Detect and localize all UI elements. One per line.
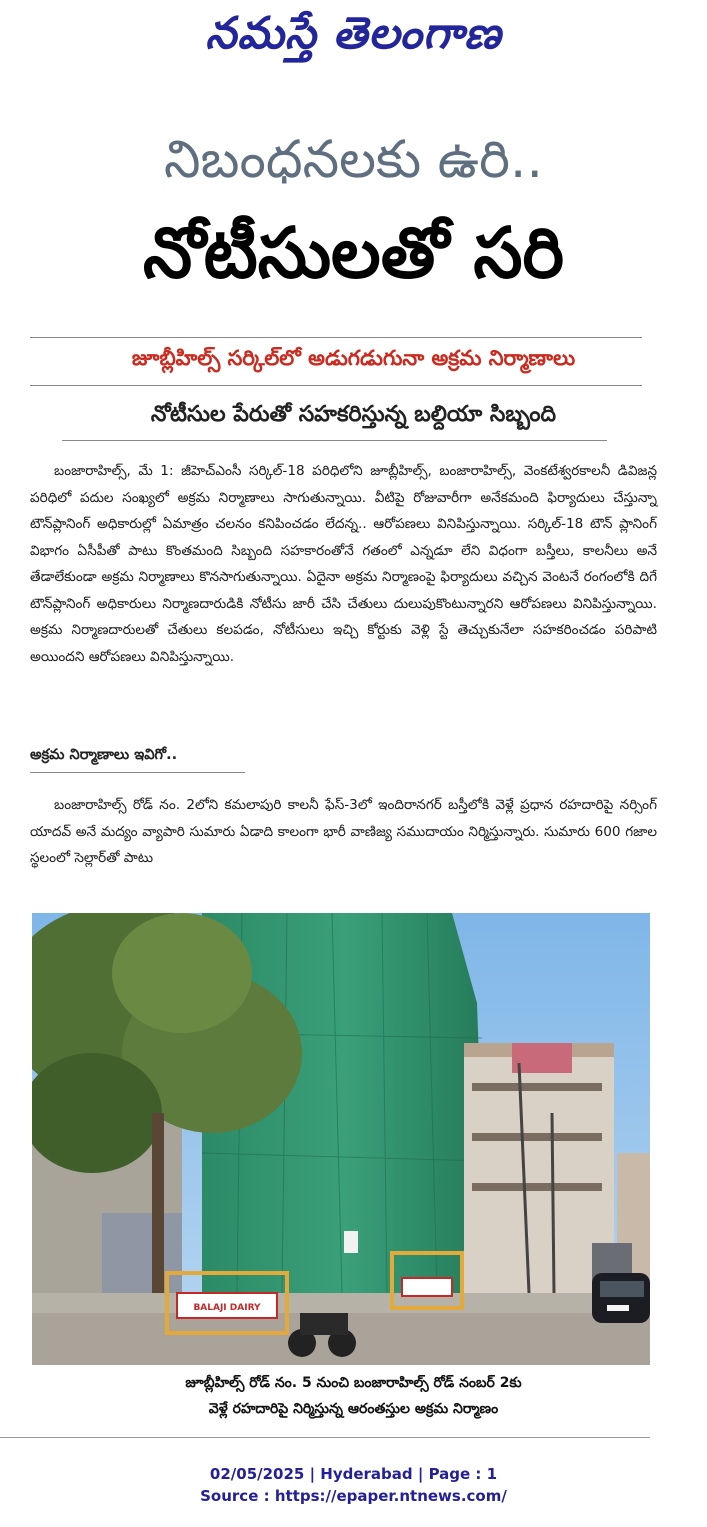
parked-car: [592, 1273, 650, 1323]
building-photo-illustration: [32, 913, 650, 1365]
photo-caption-line-1: జూబ్లీహిల్స్ రోడ్ నం. 5 నుంచి బంజారాహిల్స్ రోడ్ నంబర్ 2కు: [185, 1375, 522, 1391]
masthead-logo: నమస్తే తెలంగాణ: [205, 8, 502, 59]
subhead-top-rule: [30, 337, 642, 338]
footer-source-link[interactable]: Source : https://epaper.ntnews.com/: [200, 1487, 507, 1505]
subsection-title: అక్రమ నిర్మాణాలు ఇవిగో..: [30, 747, 178, 763]
paragraph-text: బంజారాహిల్స్ రోడ్ నం. 2లోని కమలాపురి కాలనీ ఫేస్-3లో ఇందిరానగర్ బస్తీలోకి వెళ్లే ప్రధాన రహదారిపై నర్సింగ్ యాదవ్ అనే మద్యం వ్యాపారి సుమారు ఏడాది కాలంగా భారీ వాణిజ్య సముదాయం నిర్మిస్తున్నారు. సుమారు 600 గజాల స్థలంలో సెల్లార్‌తో పాటు: [30, 797, 657, 866]
article-photo: [32, 913, 650, 1365]
barricade-sign-text: BALAJI DAIRY: [193, 1303, 261, 1313]
photo-caption: [0, 1370, 707, 1422]
article-kicker: నిబంధనలకు ఉరి..: [163, 130, 543, 190]
article-headline: నోటీసులతో సరి: [142, 212, 565, 294]
footer-edition-info: 02/05/2025 | Hyderabad | Page : 1: [209, 1465, 498, 1483]
notice-board: [344, 1231, 358, 1253]
article-subhead: జూబ్లీహిల్స్ సర్కిల్‌లో అడుగడుగునా అక్రమ నిర్మాణాలు: [131, 346, 576, 370]
subsection-rule: [30, 772, 245, 773]
left-wall: [102, 1213, 182, 1293]
photo-caption-line-2: వెళ్లే రహదారిపై నిర్మిస్తున్న ఆరంతస్తుల అక్రమ నిర్మాణం: [208, 1401, 499, 1417]
footer-divider: [0, 1437, 650, 1438]
paragraph-text: బంజారాహిల్స్, మే 1: జీహెచ్ఎంసీ సర్కిల్-18 పరిధిలోని జూబ్లీహిల్స్, బంజారాహిల్స్, వెంకటేశ్వరకాలనీ డివిజన్ల పరిధిలో పదుల సంఖ్యలో అక్రమ నిర్మాణాలు సాగుతున్నాయి. వీటిపై రోజువారీగా అనేకమంది ఫిర్యాదులు చేస్తున్నా టౌన్‌ప్లానింగ్ అధికారుల్లో ఏమాత్రం చలనం కనిపించడం లేదన్న.. ఆరోపణలు వినిపిస్తున్నాయి. సర్కిల్-18 టౌన్ ప్లానింగ్ విభాగం ఏసీపీతో పాటు కొంతమంది సిబ్బంది సహకారంతోనే గతంలో ఎన్నడూ లేని విధంగా బస్తీలు, కాలనీలు అనే తేడాలేకుండా అక్రమ నిర్మాణాలు కొనసాగుతున్నాయి. ఏదైనా అక్రమ నిర్మాణంపై ఫిర్యాదులు వచ్చిన వెంటనే రంగంలోకి దిగే టౌన్‌ప్లానింగ్ అధికారులు నిర్మాణదారుడికి నోటీసు జారీ చేసి చేతులు దులుపుకొంటున్నారని ఆరోపణలు వినిపిస్తున్నాయి. అక్రమ నిర్మాణదారులతో చేతులు కలపడం, నోటీసులు ఇచ్చి కోర్టుకు వెళ్లి స్టే తెచ్చుకునేలా సహకరించడం పరిపాటి అయిందని ఆరోపణలు వినిపిస్తున్నాయి.: [30, 463, 657, 665]
article-deck: నోటీసుల పేరుతో సహకరిస్తున్న బల్దియా సిబ్బంది: [150, 402, 557, 427]
article-body-paragraph-1: [30, 458, 657, 670]
subhead-bottom-rule: [30, 385, 642, 386]
deck-bottom-rule: [62, 440, 607, 441]
page-footer: [0, 1463, 707, 1507]
article-body-paragraph-2: [30, 792, 657, 872]
